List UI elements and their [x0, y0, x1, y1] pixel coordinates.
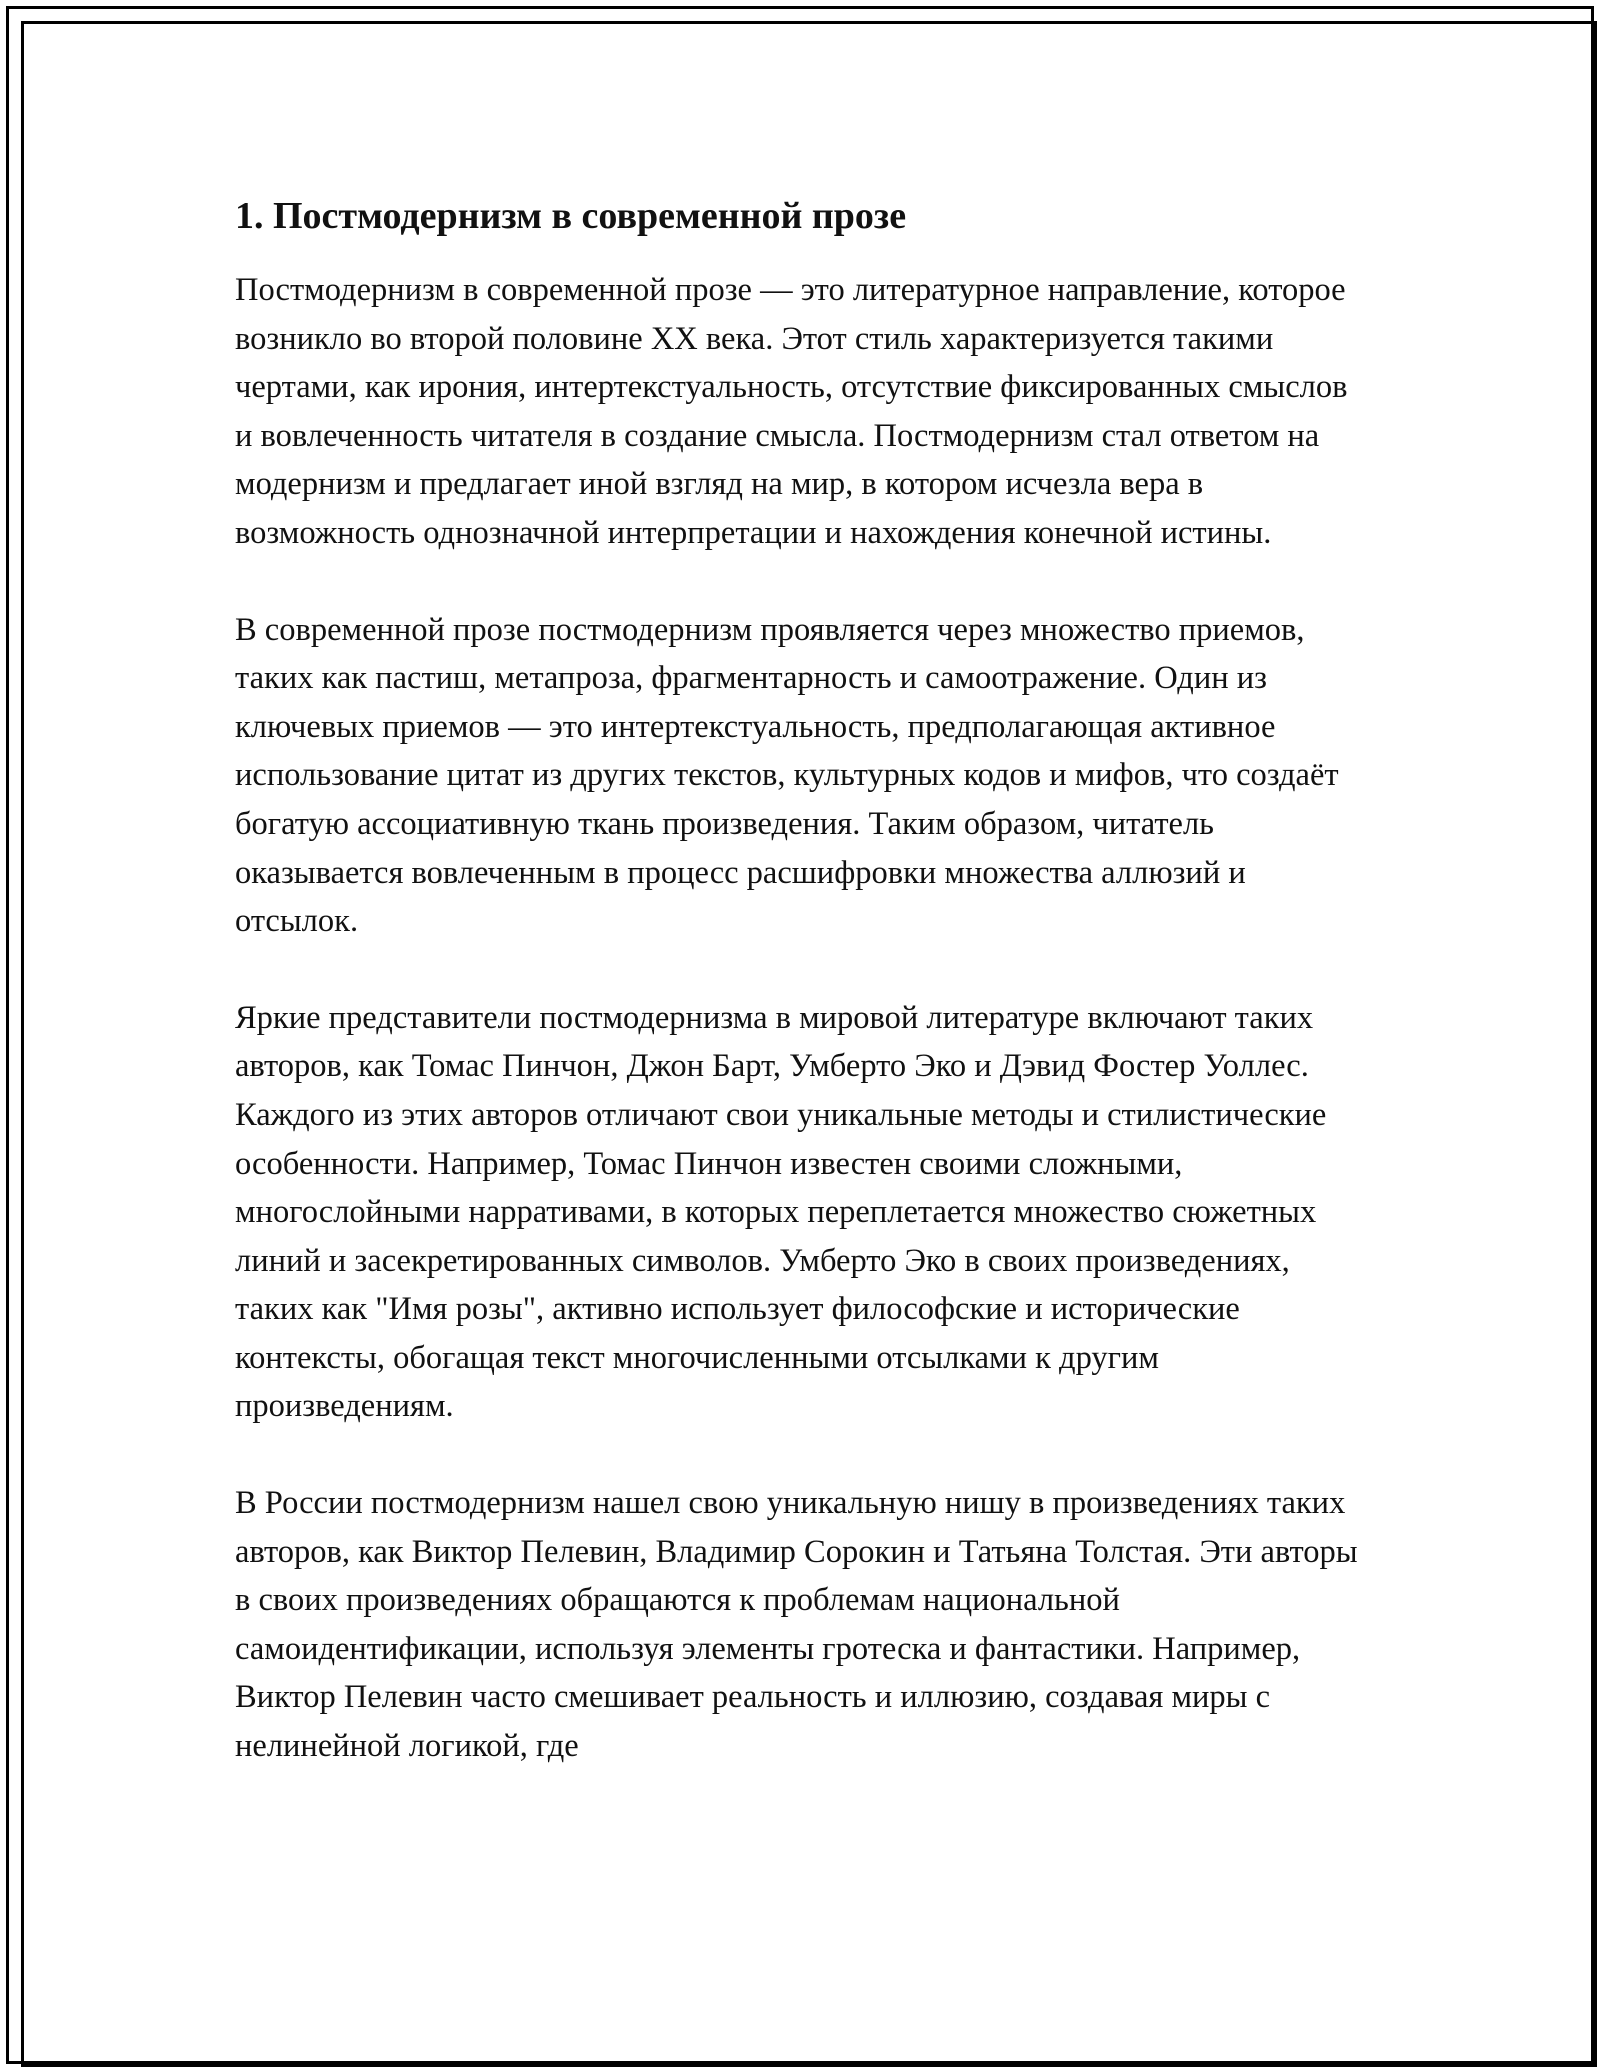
- paragraph-intro: Постмодернизм в современной прозе — это литературное направление, которое возникло во второй половине XX века. Этот стиль характеризуется такими чертами, как ирония, интертекстуальность, отсутствие фиксированных смыслов и вовлеченность читателя в создание смысла. Постмодернизм стал ответом на модернизм и предлагает иной взгляд на мир, в котором исчезла вера в возможность однозначной интерпретации и нахождения конечной истины.: [235, 272, 1348, 551]
- document-body: [235, 188, 1365, 1819]
- section-heading: 1. Постмодернизм в современной прозе: [235, 195, 907, 237]
- paragraph-world-authors: Яркие представители постмодернизма в мировой литературе включают таких авторов, как Томас Пинчон, Джон Барт, Умберто Эко и Дэвид Фостер Уоллес. Каждого из этих авторов отличают свои уникальные методы и стилистические особенности. Например, Томас Пинчон известен своими сложными, многослойными нарративами, в которых переплетается множество сюжетных линий и засекретированных символов. Умберто Эко в своих произведениях, таких как "Имя розы", активно использует философские и исторические контексты, обогащая текст многочисленными отсылками к другим произведениям.: [235, 999, 1327, 1425]
- paragraph-techniques: В современной прозе постмодернизм проявляется через множество приемов, таких как пастиш, метапроза, фрагментарность и самоотражение. Один из ключевых приемов — это интертекстуальность, предполагающая активное использование цитат из других текстов, культурных кодов и мифов, что создаёт богатую ассоциативную ткань произведения. Таким образом, читатель оказывается вовлеченным в процесс расшифровки множества аллюзий и отсылок.: [235, 611, 1339, 940]
- paragraph-russian-authors: В России постмодернизм нашел свою уникальную нишу в произведениях таких авторов, как Виктор Пелевин, Владимир Сорокин и Татьяна Толстая. Эти авторы в своих произведениях обращаются к проблемам национальной самоидентификации, используя элементы гротеска и фантастики. Например, Виктор Пелевин часто смешивает реальность и иллюзию, создавая миры с нелинейной логикой, где: [235, 1485, 1358, 1765]
